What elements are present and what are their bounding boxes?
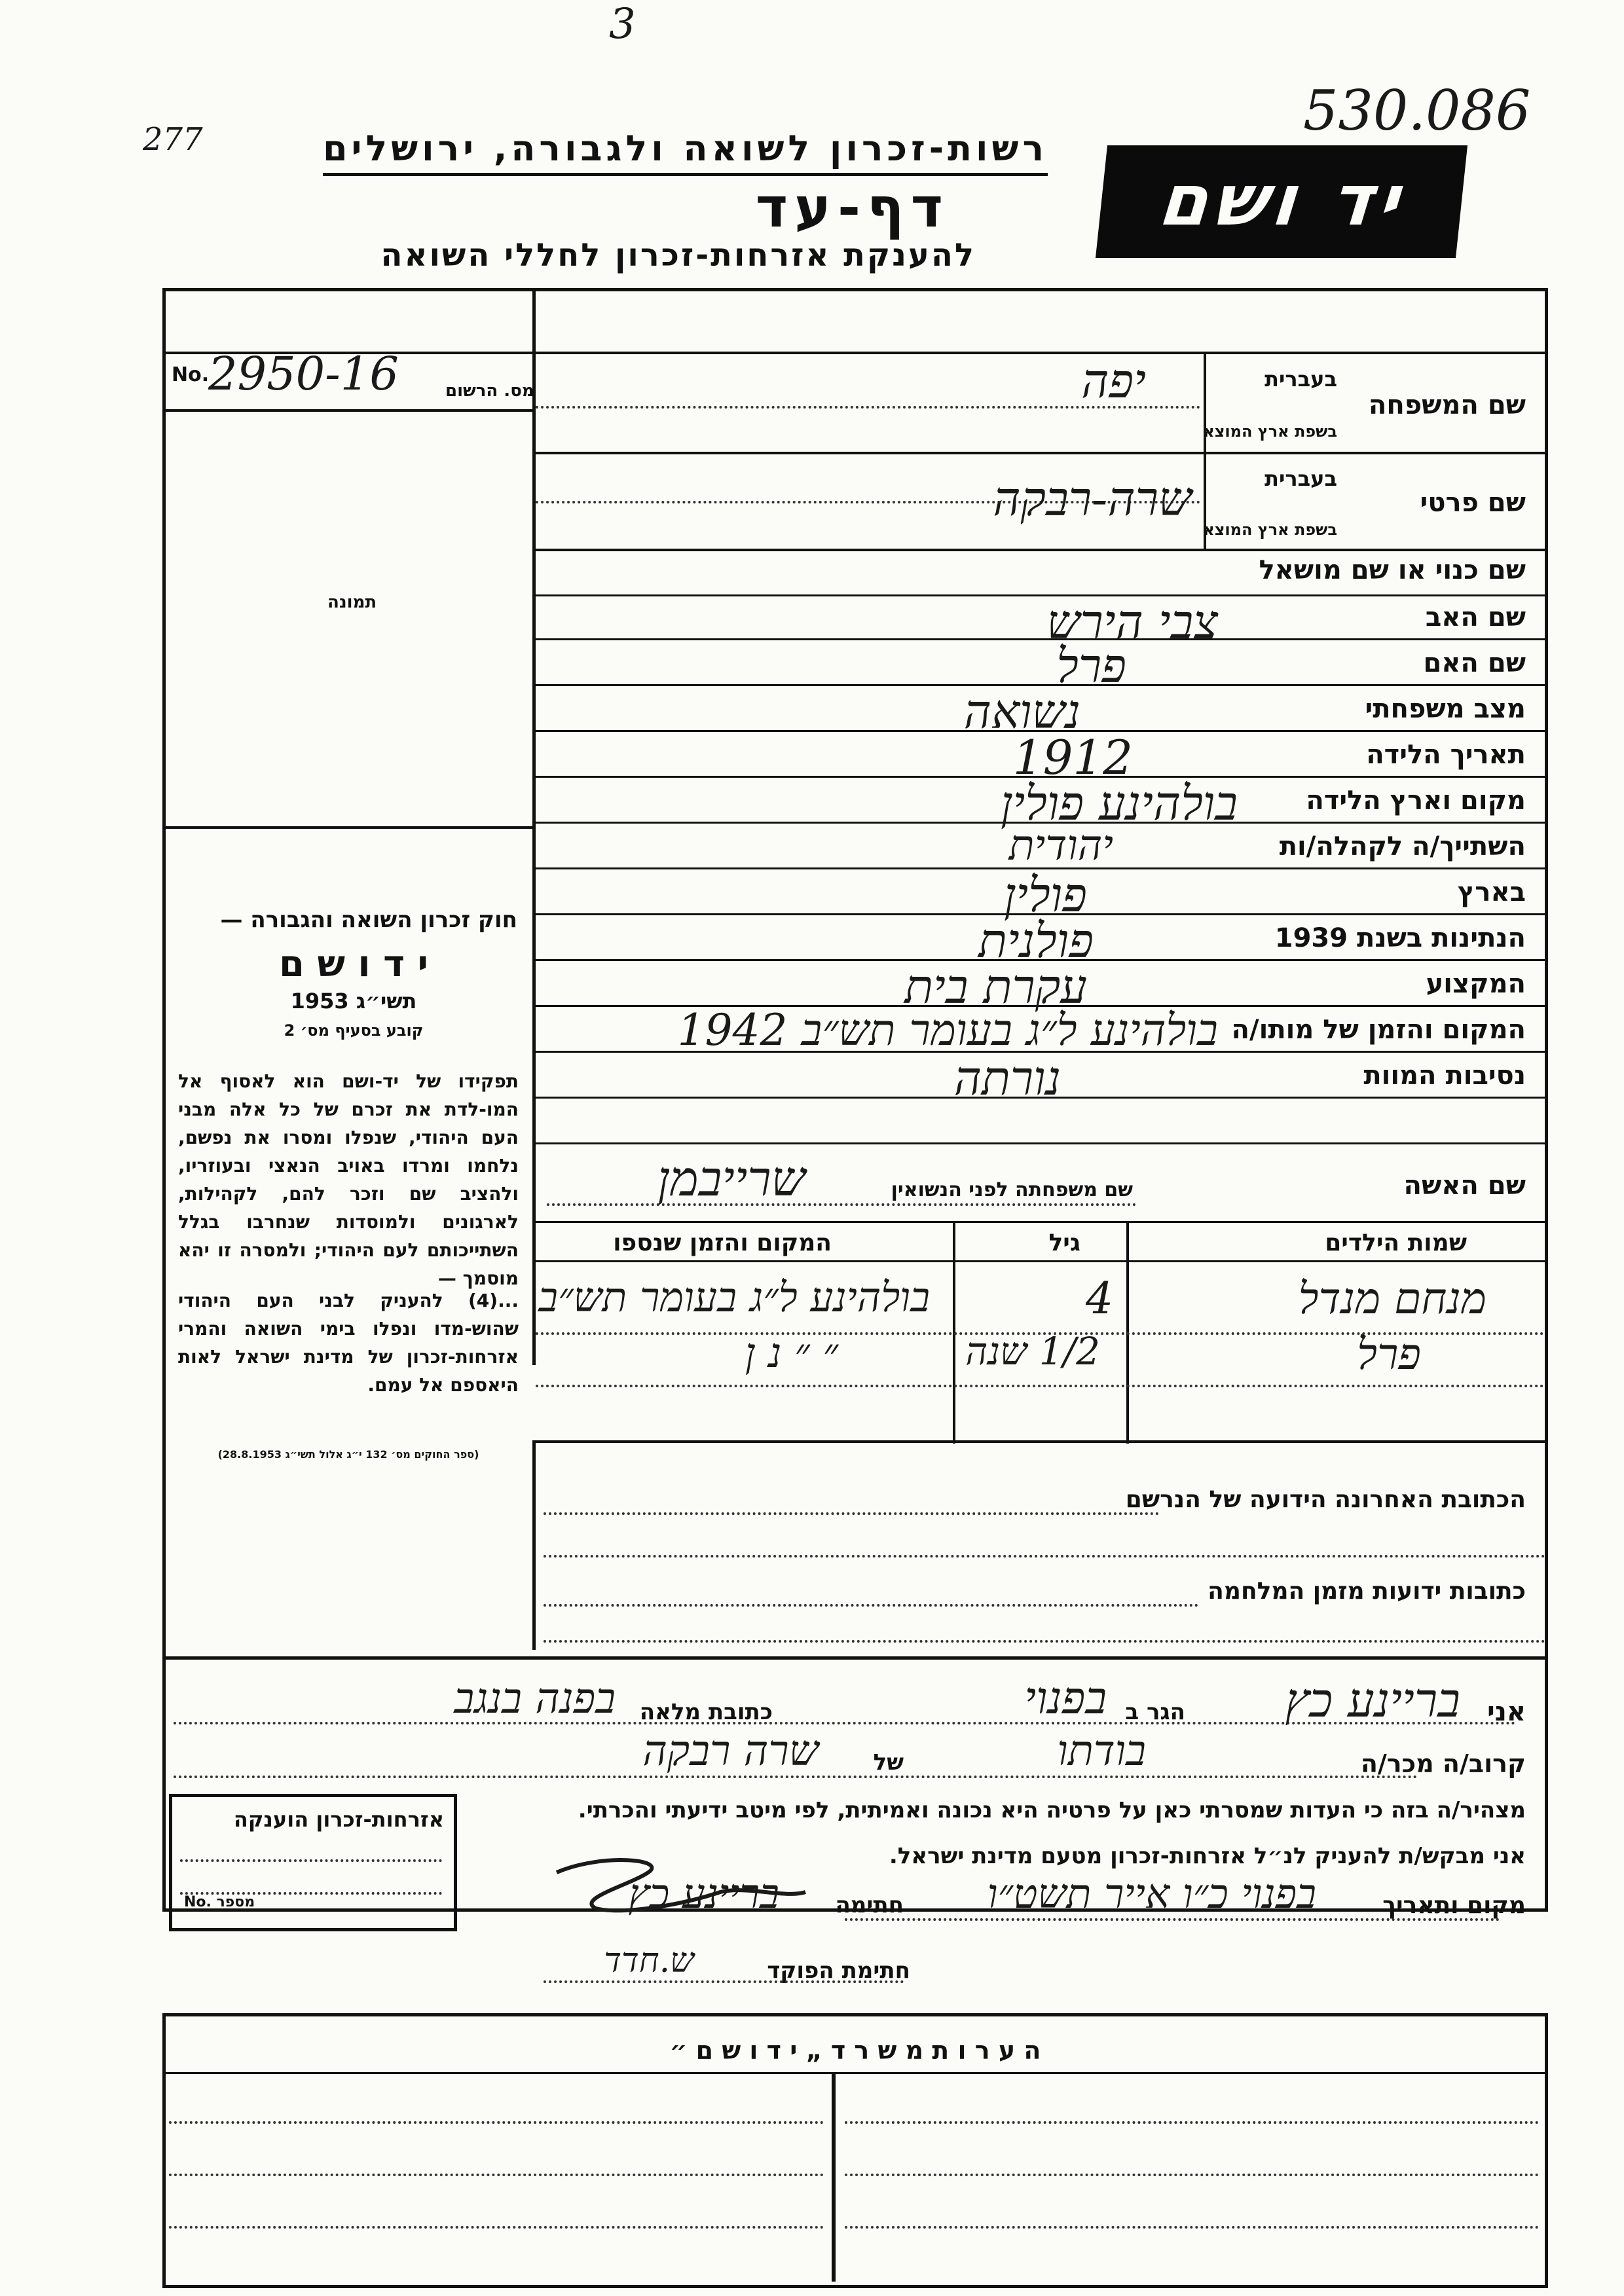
label-given-name: שם פרטי	[1420, 488, 1526, 518]
label-i: אני	[1486, 1697, 1526, 1727]
label-profession: המקצוע	[1426, 969, 1526, 999]
declarant-name: בריינע כץ	[1285, 1673, 1460, 1728]
value-given-name: שרה-רבקה	[993, 471, 1192, 526]
label-last-address: הכתובת האחרונה הידועה של הנרשם	[1125, 1486, 1526, 1513]
value-surname: יפה	[1081, 354, 1146, 409]
citizenship-box-no: No. מספר	[184, 1894, 255, 1910]
children-col-age: גיל	[1048, 1230, 1080, 1256]
declarant-relative-name: שרה רבקה	[642, 1727, 819, 1776]
law-year: תשי״ג 1953	[290, 989, 417, 1013]
child-2-place: ״ ״ נ ן	[745, 1329, 838, 1377]
stamp-number: 277	[143, 121, 203, 158]
remarks-heading: ה ע ר ו ת מ ש ר ד „ י ד ו ש ם ״	[669, 2036, 1041, 2065]
children-col-names: שמות הילדים	[1325, 1230, 1467, 1256]
photo-label: תמונה	[327, 592, 377, 612]
top-scribble: 3	[609, 0, 636, 48]
citizenship-granted-box	[169, 1794, 457, 1931]
label-community: השתייך/ה לקהלה/ות	[1279, 831, 1526, 862]
label-full-address: כתובת מלאה	[639, 1699, 773, 1725]
declarant-city: בפנוי	[1024, 1673, 1107, 1724]
law-paragraph-1: תפקידו של יד-ושם הוא לאסוף אל המו-לדת את זכרם של כל אלה מבני העם היהודי, שנפלו ומסרו את נפשם, נלחמו ומרדו באויב הנאצי ובעוזריו, ולהציב שם וזכר להם, לקהילות, לארגונים ולמוסדות שנחרבו בגלל השתייכותם לעם היהודי; ולמסרה זו יהא מוסמך —	[178, 1070, 519, 1289]
label-wife: שם האשה	[1403, 1171, 1526, 1201]
label-nationality: הנתינות בשנת 1939	[1274, 923, 1526, 953]
value-country: פולין	[1003, 867, 1087, 922]
value-death-circumstances: נורתה	[953, 1051, 1061, 1106]
child-2-name: פרל	[1357, 1329, 1421, 1379]
law-title: חוק זכרון השואה והגבורה —	[220, 907, 517, 933]
yad-vashem-logo	[1096, 145, 1467, 258]
value-signature: בריינע כץ	[628, 1870, 779, 1918]
label-nickname: שם כנוי או שם מושאל	[1259, 555, 1526, 585]
label-birth-place: מקום וארץ הלידה	[1306, 786, 1526, 816]
label-marital-status: מצב משפחתי	[1365, 694, 1526, 724]
value-birth-date: 1912	[1012, 730, 1133, 785]
label-lives-in: הגר ב	[1125, 1699, 1185, 1725]
value-birth-place: בולהינע פולין	[1001, 776, 1238, 831]
label-officer-signature: חתימת הפוקד	[767, 1958, 910, 1984]
logo-text: יד ושם	[1154, 160, 1409, 242]
registration-label: מס. הרשום	[445, 381, 534, 401]
label-given-origin: בשפת ארץ המוצא	[1203, 520, 1337, 539]
value-father: צבי הירש	[1046, 594, 1218, 649]
label-signature: חתימה	[835, 1892, 904, 1918]
form-subtitle: להענקת אזרחות-זכרון לחללי השואה	[380, 237, 976, 274]
declarant-relation: בודתו	[1057, 1727, 1146, 1776]
label-mother: שם האם	[1423, 648, 1526, 678]
law-paragraph-2: ...(4) להעניק לבני העם היהודי שהוש-מדו ונפלו בימי השואה והמרי אזרחות-זכרון של מדינת ישראל לאות היאספם אל עמם.	[178, 1290, 519, 1396]
authority-heading: רשות-זכרון לשואה ולגבורה, ירושלים	[323, 128, 1048, 176]
child-1-age: 4	[1086, 1273, 1113, 1324]
child-2-age: 1/2 שנה	[965, 1329, 1100, 1374]
value-mother: פרל	[1056, 638, 1126, 693]
value-wife: שרייבמן	[657, 1151, 805, 1207]
label-surname-origin: בשפת ארץ המוצא	[1203, 422, 1337, 441]
declaration-statement-1: מצהיר/ה בזה כי העדות שמסרתי כאן על פרטיה היא נכונה ואמיתית, לפי מיטב ידיעתי והכרתי.	[578, 1797, 1526, 1823]
label-death-circumstances: נסיבות המוות	[1363, 1061, 1526, 1091]
registration-no-value: 2950-16	[208, 347, 399, 401]
declarant-address: בפנה בנגב	[454, 1675, 616, 1723]
registration-no-label: No.	[172, 363, 210, 386]
law-source: (ספר החוקים מס׳ 132 י״ג אלול תשי״ג 28.8.1953)	[217, 1448, 479, 1461]
label-war-addresses: כתובות ידועות מזמן המלחמה	[1208, 1578, 1526, 1605]
value-place-date: בפנוי כ״ו אייר תשט״ו	[987, 1870, 1316, 1918]
law-clause: קובע בסעיף מס׳ 2	[284, 1021, 424, 1040]
child-1-place: בולהינע ל״ג בעומר תש״ב	[538, 1273, 930, 1321]
value-nationality: פולנית	[978, 913, 1094, 968]
value-community: יהודית	[1008, 822, 1113, 870]
label-father: שם האב	[1425, 602, 1526, 632]
law-name: י ד ו ש ם	[278, 943, 429, 985]
form-title: דף-עד	[755, 175, 950, 240]
value-profession: עקרת בית	[904, 959, 1087, 1014]
label-of: של	[873, 1749, 904, 1776]
child-1-name: מנחם מנדל	[1298, 1273, 1486, 1324]
label-relative: קרוב/ה מכר/ה	[1360, 1749, 1526, 1778]
remarks-frame	[162, 2013, 1548, 2288]
label-place-date: מקום ותאריך	[1382, 1892, 1526, 1919]
citizenship-box-title: אזרחות-זכרון הוענקה	[233, 1807, 444, 1832]
declaration-statement-2: אני מבקש/ת להעניק לנ״ל אזרחות-זכרון מטעם מדינת ישראל.	[889, 1843, 1526, 1869]
value-officer-signature: ש.חדד	[604, 1941, 694, 1980]
label-surname: שם המשפחה	[1368, 390, 1526, 420]
signature-flourish	[550, 1846, 812, 1918]
label-surname-hebrew: בעברית	[1264, 367, 1337, 392]
label-birth-date: תאריך הלידה	[1366, 740, 1526, 770]
label-country: בארץ	[1457, 877, 1526, 907]
label-death-place-time: המקום והזמן של מותו/ה	[1231, 1015, 1526, 1045]
label-wife-maiden: שם משפחתה לפני הנשואין	[891, 1178, 1133, 1201]
children-col-place: המקום והזמן שנספו	[613, 1230, 832, 1256]
value-marital-status: נשואה	[963, 684, 1080, 739]
label-given-hebrew: בעברית	[1264, 466, 1337, 491]
reference-number: 530.086	[1303, 79, 1531, 143]
value-death-place-time: בולהינע ל״ג בעומר תש״ב 1942	[677, 1005, 1218, 1055]
